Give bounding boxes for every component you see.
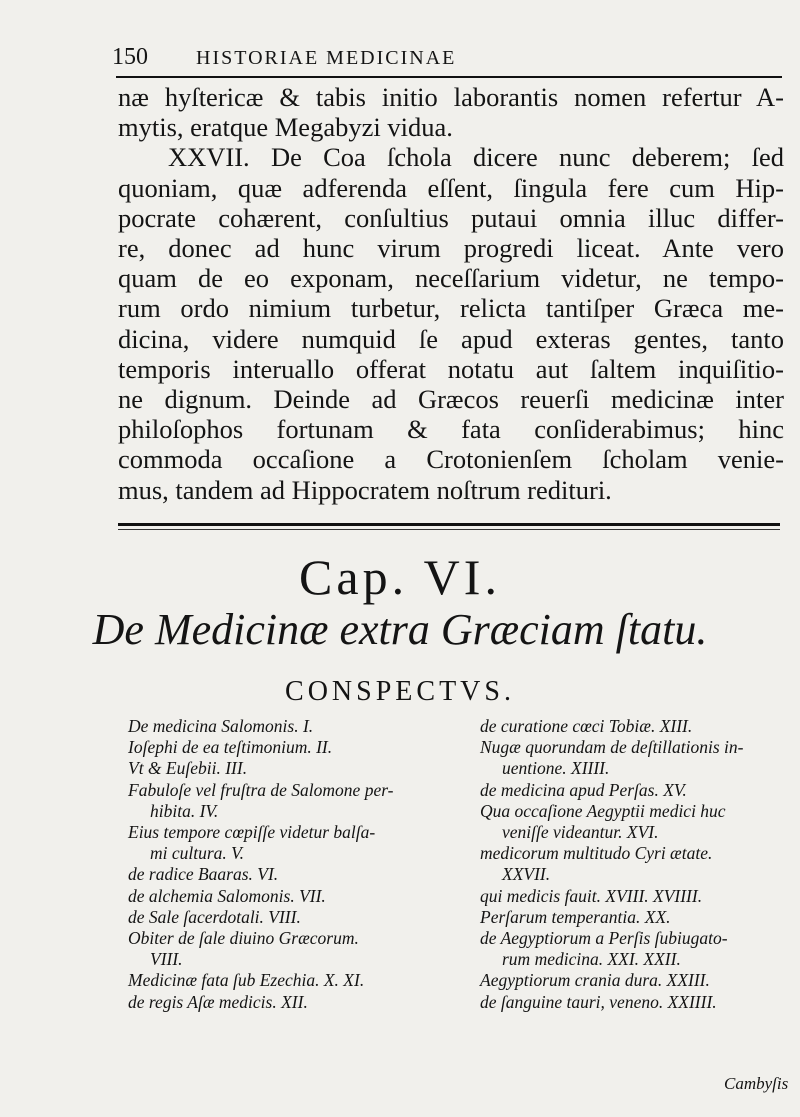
synopsis-heading: CONSPECTVS. — [285, 676, 515, 707]
text-line: mus, tandem ad Hippocratem noſtrum redituri. — [118, 474, 612, 505]
conspectus-entry: Qua occaſione Aegyptii medici huc — [480, 800, 726, 821]
conspectus-entry: Nugæ quorundam de deſtillationis in- — [480, 737, 744, 758]
conspectus-entry: Fabuloſe vel fruſtra de Salomone per- — [128, 779, 394, 800]
conspectus-entry: VIII. — [150, 949, 183, 970]
conspectus-entry: XXVII. — [502, 864, 551, 885]
conspectus-entry: de Sale ſacerdotali. VIII. — [128, 906, 301, 927]
section-rule-thin — [118, 529, 780, 530]
conspectus-entry: de alchemia Salomonis. VII. — [128, 885, 326, 906]
conspectus-entry: medicorum multitudo Cyri ætate. — [480, 843, 713, 864]
conspectus-entry: Ioſephi de ea teſtimonium. II. — [128, 737, 333, 758]
running-head: HISTORIAE MEDICINAE — [196, 47, 457, 69]
conspectus-entry: Eius tempore cœpiſſe videtur balſa- — [128, 822, 376, 843]
text-line: commoda occaſione a Crotonienſem ſcholam venie- — [118, 444, 784, 475]
page-header — [112, 44, 778, 76]
conspectus-entry: Perſarum temperantia. XX. — [480, 906, 671, 927]
text-line: mytis, eratque Megabyzi vidua. — [118, 112, 453, 143]
conspectus-entry: De medicina Salomonis. I. — [128, 716, 314, 736]
conspectus-entry: Vt & Euſebii. III. — [128, 758, 248, 779]
main-text-block — [118, 82, 784, 505]
conspectus-entry: rum medicina. XXI. XXII. — [502, 949, 681, 970]
conspectus-entry: Obiter de ſale diuino Græcorum. — [128, 928, 359, 949]
conspectus-entry: de ſanguine tauri, veneno. XXIIII. — [480, 991, 717, 1012]
conspectus-entry: de medicina apud Perſas. XV. — [480, 779, 687, 800]
section-rule — [118, 523, 780, 526]
text-line: ne dignum. Deinde ad Græcos reuerſi medicinæ inter — [118, 384, 784, 415]
text-line: temporis interuallo offerat notatu aut ſaltem inquiſitio- — [118, 353, 784, 384]
text-line: quoniam, quæ adferenda eſſent, ſingula fere cum Hip- — [118, 172, 784, 203]
conspectus-entry: de regis Aſæ medicis. XII. — [128, 991, 308, 1012]
conspectus-entry: de curatione cœci Tobiæ. XIII. — [480, 716, 693, 736]
conspectus-entry: mi cultura. V. — [150, 843, 244, 864]
conspectus-entry: veniſſe videantur. XVI. — [502, 822, 659, 843]
conspectus-right-column — [480, 716, 792, 1013]
text-line: XXVII. De Coa ſchola dicere nunc deberem; ſed — [168, 142, 784, 173]
conspectus-entry: Aegyptiorum crania dura. XXIII. — [480, 970, 710, 991]
text-line: dicina, videre numquid ſe apud exteras gentes, tanto — [118, 323, 784, 354]
conspectus-left-column — [128, 716, 464, 1013]
conspectus-entry: de Aegyptiorum a Perſis ſubiugato- — [480, 928, 728, 949]
conspectus-entry: hibita. IV. — [150, 800, 219, 821]
chapter-label: Cap. VI. — [299, 549, 501, 605]
catchword: Cambyſis — [724, 1074, 789, 1093]
text-line: philoſophos fortunam & fata conſiderabimus; hinc — [118, 414, 784, 445]
conspectus-entry: de radice Baaras. VI. — [128, 864, 279, 885]
conspectus-entry: qui medicis fauit. XVIII. XVIIII. — [480, 885, 703, 906]
conspectus-entry: Medicinæ fata ſub Ezechia. X. XI. — [128, 970, 365, 991]
text-line: pocrate cohærent, conſultius putaui omnia illuc differ- — [118, 202, 784, 233]
conspectus-entry: uentione. XIIII. — [502, 758, 610, 779]
text-line: rum ordo nimium turbetur, relicta tantiſper Græca me- — [118, 293, 784, 324]
text-line: quam de eo exponam, neceſſarium videtur, ne tempo- — [118, 263, 784, 294]
page-number: 150 — [112, 44, 148, 70]
text-line: næ hyſtericæ & tabis initio laborantis nomen refertur A- — [118, 82, 784, 112]
header-rule — [116, 76, 782, 78]
chapter-title: De Medicinæ extra Græciam ſtatu. — [92, 605, 708, 654]
text-line: re, donec ad hunc virum progredi liceat. Ante vero — [118, 233, 784, 264]
